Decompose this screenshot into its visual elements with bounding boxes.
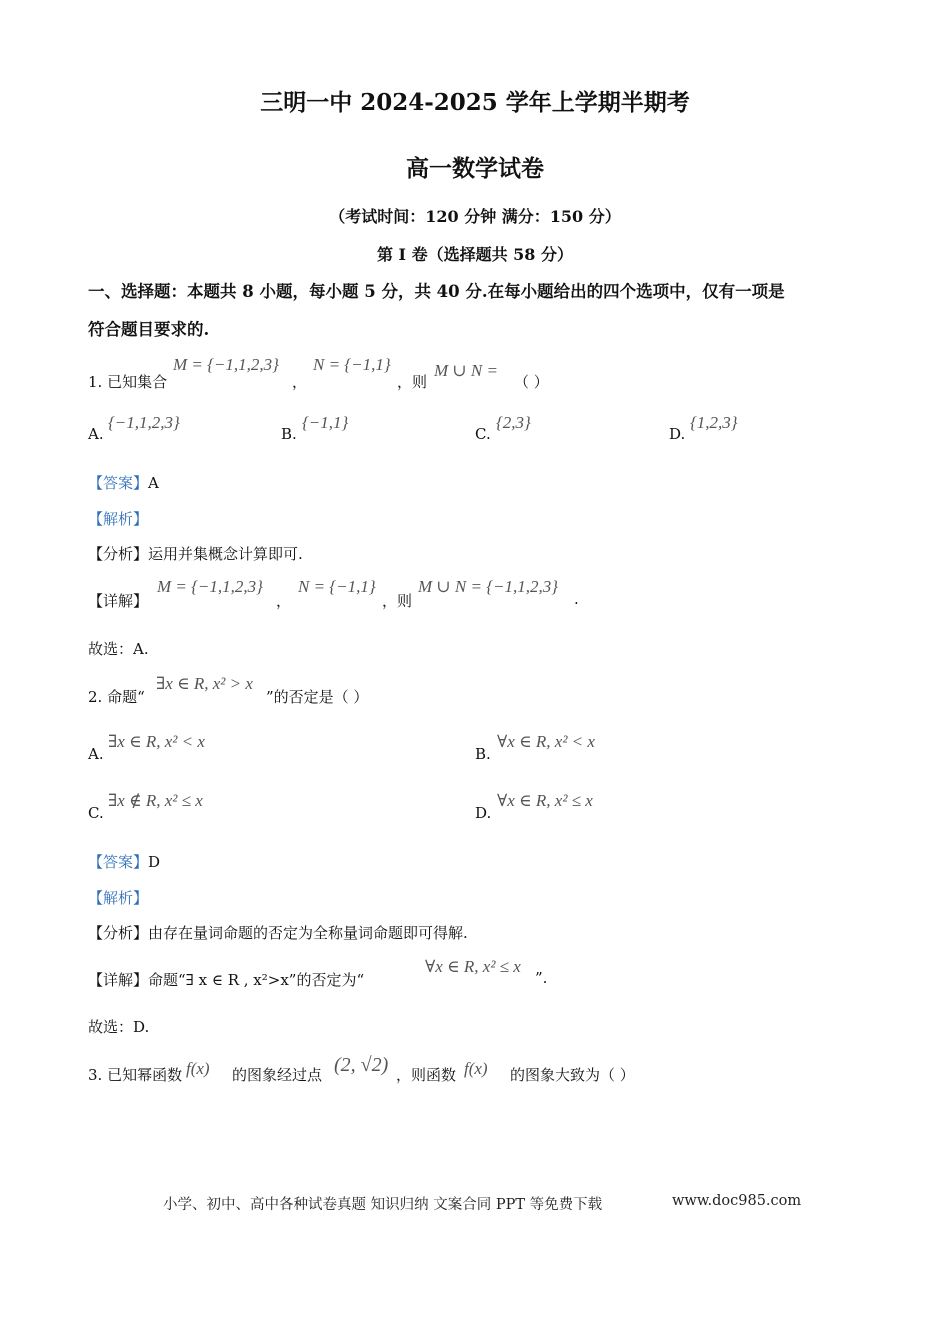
q3-fx2: f(x) xyxy=(464,1059,488,1078)
q1-option-d-label: D. xyxy=(669,425,686,443)
q1-detail-end: . xyxy=(574,590,579,608)
q2-suffix: ”的否定是（ ） xyxy=(266,688,369,706)
q2-detail xyxy=(88,969,364,990)
answer-value: A xyxy=(148,474,159,492)
q3-point: (2, √2) xyxy=(334,1054,389,1076)
q1-option-b-label: B. xyxy=(281,425,297,443)
answer-tag: 【答案】 xyxy=(88,853,149,871)
detail-tag: 【详解】 xyxy=(88,971,149,989)
q1-answer xyxy=(88,472,159,493)
q1-detail-n: N = {−1,1} xyxy=(298,577,376,596)
q1-then: ，则 xyxy=(397,373,428,391)
exam-title: 三明一中 2024-2025 学年上学期半期考 xyxy=(260,89,690,116)
fenxi-tag: 【分析】 xyxy=(88,545,149,563)
volume-heading: 第 I 卷（选择题共 58 分） xyxy=(376,245,574,264)
q1-detail-result: M ∪ N = {−1,1,2,3} xyxy=(418,577,559,596)
q1-detail-m: M = {−1,1,2,3} xyxy=(157,577,263,596)
q2-option-c-label: C. xyxy=(88,804,104,822)
q2-option-b-value: ∀x ∈ R, x² < x xyxy=(497,732,595,751)
q1-detail-then: ，则 xyxy=(382,592,413,610)
q3-mid1: 的图象经过点 xyxy=(232,1066,323,1084)
q1-prefix: 1. 已知集合 xyxy=(88,373,168,391)
q2-detail-result: ∀x ∈ R, x² ≤ x xyxy=(425,957,521,976)
q1-expr: M ∪ N = xyxy=(434,361,498,380)
fenxi-text: 由存在量词命题的否定为全称量词命题即可得解. xyxy=(148,924,468,942)
fenxi-tag: 【分析】 xyxy=(88,924,149,942)
q2-answer xyxy=(88,851,160,872)
q2-fenxi xyxy=(88,922,468,943)
q1-comma: ， xyxy=(292,373,308,391)
q1-set-n: N = {−1,1} xyxy=(313,355,391,374)
q2-option-a-label: A. xyxy=(88,745,104,763)
q3-suffix: 的图象大致为（ ） xyxy=(510,1066,635,1084)
answer-tag: 【答案】 xyxy=(88,474,149,492)
q2-option-b-label: B. xyxy=(475,745,491,763)
answer-value: D xyxy=(148,853,161,871)
q2-analysis-tag: 【解析】 xyxy=(88,889,149,907)
q2-prefix: 2. 命题“ xyxy=(88,688,145,706)
q1-detail-tag: 【详解】 xyxy=(88,592,149,610)
q1-fenxi xyxy=(88,543,303,564)
fenxi-text: 运用并集概念计算即可. xyxy=(148,545,303,563)
q1-option-b-value: {−1,1} xyxy=(302,413,349,432)
q2-detail-end: ”. xyxy=(535,969,548,987)
footer-url[interactable]: www.doc985.com xyxy=(672,1193,802,1209)
q2-prop: ∃x ∈ R, x² > x xyxy=(156,674,253,693)
q1-paren: （ ） xyxy=(514,373,549,391)
q1-set-m: M = {−1,1,2,3} xyxy=(173,355,279,374)
q3-fx1: f(x) xyxy=(186,1059,210,1078)
q1-option-c-value: {2,3} xyxy=(496,413,531,432)
q2-option-d-value: ∀x ∈ R, x² ≤ x xyxy=(497,791,593,810)
q1-option-d-value: {1,2,3} xyxy=(690,413,738,432)
q2-option-a-value: ∃x ∈ R, x² < x xyxy=(108,732,205,751)
q1-detail-comma: ， xyxy=(276,592,292,610)
q1-option-a-label: A. xyxy=(88,425,104,443)
q3-mid2: ，则函数 xyxy=(396,1066,457,1084)
detail-prefix: 命题“∃ x ∈ R , x²>x”的否定为“ xyxy=(148,971,365,989)
q3-prefix: 3. 已知幂函数 xyxy=(88,1066,183,1084)
q2-option-d-label: D. xyxy=(475,804,492,822)
q1-analysis-tag: 【解析】 xyxy=(88,510,149,528)
q1-option-c-label: C. xyxy=(475,425,491,443)
q2-option-c-value: ∃x ∉ R, x² ≤ x xyxy=(108,791,203,810)
exam-info: （考试时间：120 分钟 满分：150 分） xyxy=(329,207,621,226)
section-heading-line2: 符合题目要求的. xyxy=(88,320,210,339)
section-heading-line1: 一、选择题：本题共 8 小题，每小题 5 分，共 40 分.在每小题给出的四个选项中，仅有一项是 xyxy=(88,282,785,301)
exam-subtitle: 高一数学试卷 xyxy=(406,155,544,182)
q1-conclusion: 故选：A. xyxy=(88,640,149,658)
q1-option-a-value: {−1,1,2,3} xyxy=(108,413,180,432)
footer-text: 小学、初中、高中各种试卷真题 知识归纳 文案合同 PPT 等免费下载 xyxy=(163,1197,603,1213)
q2-conclusion: 故选：D. xyxy=(88,1018,150,1036)
